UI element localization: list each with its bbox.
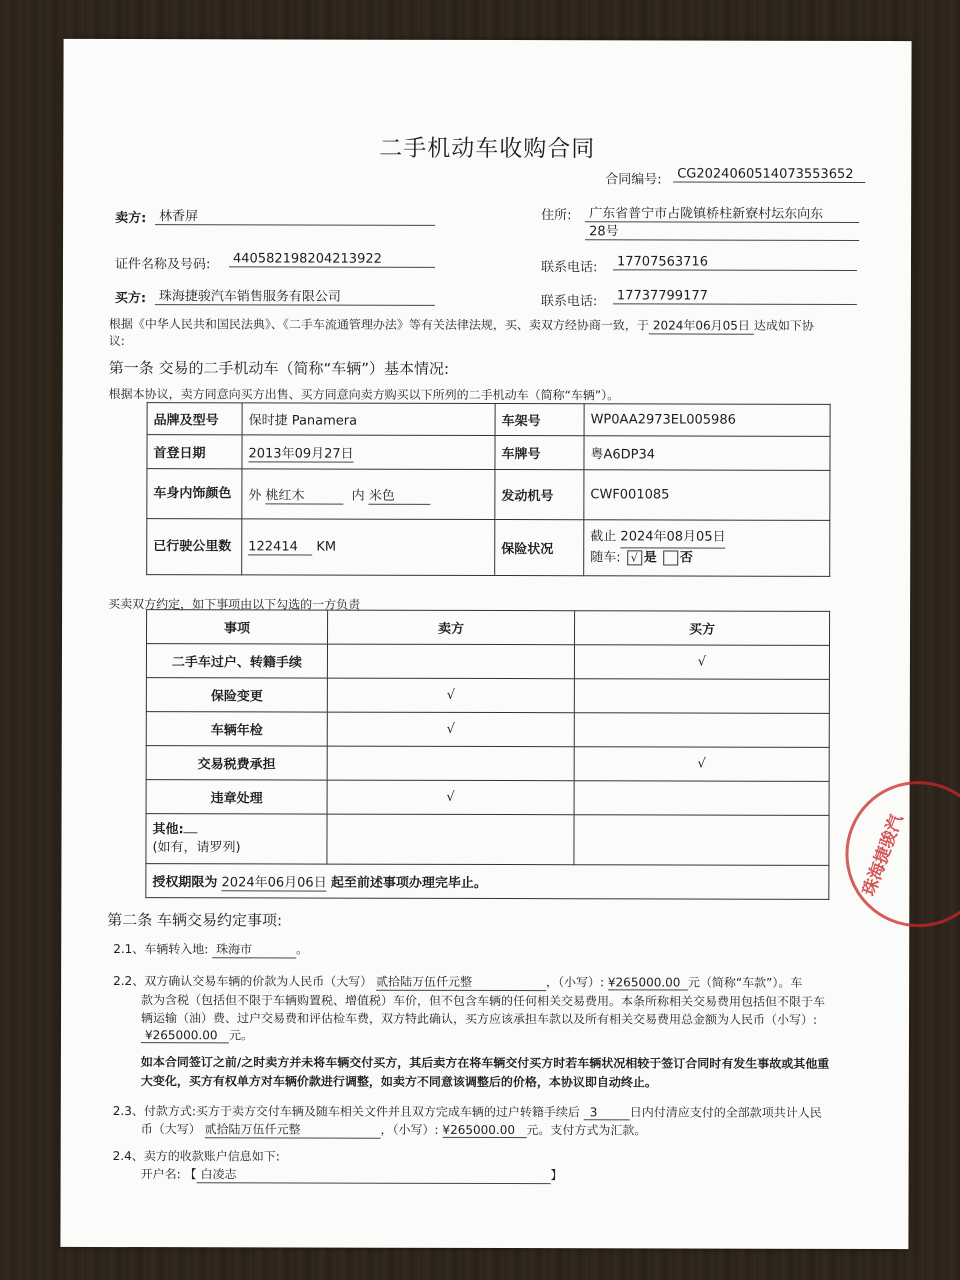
- authorization-date: 2024年06月06日: [222, 871, 327, 891]
- vin-value: WP0AA2973EL005986: [584, 404, 830, 437]
- insurance-date: 2024年08月05日: [620, 527, 725, 548]
- seller-id-number: 440582198204213922: [229, 251, 435, 268]
- clause-2-2-line3: 辆运输（油）费、过户交易费和评估检车费，双方特此确认，买方应该承担车款以及所有相关交易费用总金额为人民币（小写）:: [141, 1011, 818, 1027]
- insurance-yes-checkbox: √: [627, 550, 642, 565]
- buyer-name: 珠海捷骏汽车销售服务有限公司: [155, 285, 435, 306]
- seller-name: 林香屏: [155, 205, 435, 226]
- article2-title: 第二条 车辆交易约定事项:: [107, 911, 283, 930]
- seller-address-line1: 广东省普宁市占陇镇桥柱新寮村坛东向东: [585, 202, 859, 223]
- contract-page: [60, 39, 911, 1249]
- color-label: 车身内饰颜色: [147, 469, 242, 519]
- price-lowercase: ¥265000.00: [608, 975, 688, 990]
- duty-intro: 买卖双方约定，如下事项由以下勾选的一方负责: [108, 597, 361, 612]
- duty-row: 车辆年检 √: [146, 712, 829, 748]
- interior-color: 米色: [369, 484, 431, 504]
- article1-title: 第一条 交易的二手机动车（简称“车辆”）基本情况:: [108, 359, 450, 378]
- clause-2-1: 2.1、车辆转入地: 珠海市 。: [113, 942, 309, 957]
- duty-header-buyer: 买方: [574, 611, 829, 646]
- company-seal: 珠海捷骏汽: [845, 781, 960, 927]
- duty-row-other: 其他: (如有，请罗列): [146, 814, 829, 866]
- authorization-period: 授权期限为 2024年06月06日 起至前述事项办理完毕止。: [146, 864, 829, 900]
- agreement-date: 2024年06月05日: [649, 316, 754, 334]
- reg-date-label: 首登日期: [147, 435, 242, 469]
- clause-2-4: 2.4、卖方的收款账户信息如下:: [112, 1149, 280, 1164]
- buyer-label: 买方:: [114, 291, 147, 307]
- insurance-label: 保险状况: [495, 520, 584, 576]
- buyer-phone-label: 联系电话:: [540, 294, 598, 310]
- color-cell: 外 桃红木 内 米色: [242, 469, 495, 520]
- clause-2-2: 2.2、双方确认交易车辆的价款为人民币（大写） 贰拾陆万伍仟元整 ，（小写）: ¥265000.00 元（简称“车款”）。车: [113, 974, 803, 990]
- total-amount: ¥265000.00: [141, 1028, 229, 1043]
- mileage-label: 已行驶公里数: [147, 519, 242, 575]
- duty-row: 保险变更 √: [146, 678, 829, 714]
- article1-desc: 根据本协议，卖方同意向买方出售、买方同意向卖方购买以下所列的二手机动车（简称“车辆”）。: [108, 387, 620, 403]
- brand-label: 品牌及型号: [147, 403, 242, 435]
- clause-2-3: 2.3、付款方式:买方于卖方交付车辆及随车相关文件并且双方完成车辆的过户转籍手续后 3 日内付清应支付的全部款项共计人民: [112, 1104, 822, 1120]
- seller-phone-label: 联系电话:: [540, 260, 598, 276]
- duty-row: 违章处理 √: [146, 780, 829, 816]
- duty-table: [145, 609, 830, 900]
- adjustment-clause-line2: 大变化，买方有权单方对车辆价款进行调整，如卖方不同意该调整后的价格，本协议即自动终止。: [140, 1074, 657, 1090]
- adjustment-clause-line1: 如本合同签订之前/之时卖方并未将车辆交付买方，其后卖方在将车辆交付买方时若车辆状况相较于签订合同时有发生事故或其他重: [140, 1055, 830, 1071]
- seller-address-label: 住所:: [541, 208, 572, 224]
- payment-uppercase: 贰拾陆万伍仟元整: [205, 1120, 381, 1138]
- seller-phone: 17707563716: [613, 254, 857, 271]
- duty-row: 二手车过户、转籍手续 √: [146, 644, 829, 680]
- clause-2-2-line2: 款为含税（包括但不限于车辆购置税、增值税）车价，但不包含车辆的任何相关交易费用。本条所称相关交易费用包括但不限于车: [141, 993, 826, 1009]
- buyer-phone: 17737799177: [613, 288, 857, 305]
- contract-no-value: CG2024060514073553652: [673, 166, 865, 183]
- seller-label: 卖方:: [115, 211, 147, 227]
- document-title: 二手机动车收购合同: [379, 135, 596, 163]
- clause-2-3-line2: 币（大写） 贰拾陆万伍仟元整 ，（小写）: ¥265000.00 元。支付方式为汇款。: [140, 1122, 647, 1138]
- contract-no-label: 合同编号:: [605, 172, 662, 188]
- clause-2-2-total: ¥265000.00 元。: [141, 1026, 253, 1043]
- payment-lowercase: ¥265000.00: [442, 1123, 526, 1138]
- brand-value: 保时捷 Panamera: [242, 403, 495, 436]
- duty-header-seller: 卖方: [327, 610, 574, 645]
- account-holder: 开户名: 【 白凌志 】: [140, 1167, 563, 1183]
- seller-id-label: 证件名称及号码:: [114, 257, 211, 273]
- insurance-cell: 截止 2024年08月05日 随车: √ 是 否: [584, 520, 830, 577]
- reg-date-value: 2013年09月27日: [248, 442, 353, 462]
- mileage-value: 122414: [248, 539, 312, 555]
- vin-label: 车架号: [495, 404, 584, 436]
- insurance-no-checkbox: [663, 550, 678, 565]
- engine-value: CWF001085: [584, 470, 830, 521]
- plate-label: 车牌号: [495, 436, 584, 470]
- transfer-city: 珠海市: [212, 940, 296, 958]
- reg-date-cell: [242, 435, 495, 470]
- price-uppercase: 贰拾陆万伍仟元整: [376, 973, 546, 991]
- plate-value: 粤A6DP34: [584, 436, 830, 471]
- vehicle-info-table: [146, 402, 830, 577]
- exterior-color: 桃红木: [266, 484, 344, 504]
- intro-text: 根据《中华人民共和国民法典》、《二手车流通管理办法》等有关法律法规，买、卖双方经协商一致，于 2024年06月05日 达成如下协: [108, 317, 814, 333]
- account-holder-name: 白凌志: [196, 1165, 550, 1184]
- duty-header-item: 事项: [146, 610, 327, 644]
- mileage-cell: 122414 KM: [242, 519, 495, 576]
- payment-days: 3: [584, 1105, 630, 1120]
- engine-label: 发动机号: [495, 470, 584, 520]
- intro-text-line2: 议:: [108, 334, 125, 349]
- seller-address-line2: 28号: [585, 220, 859, 241]
- duty-row: 交易税费承担 √: [146, 746, 829, 782]
